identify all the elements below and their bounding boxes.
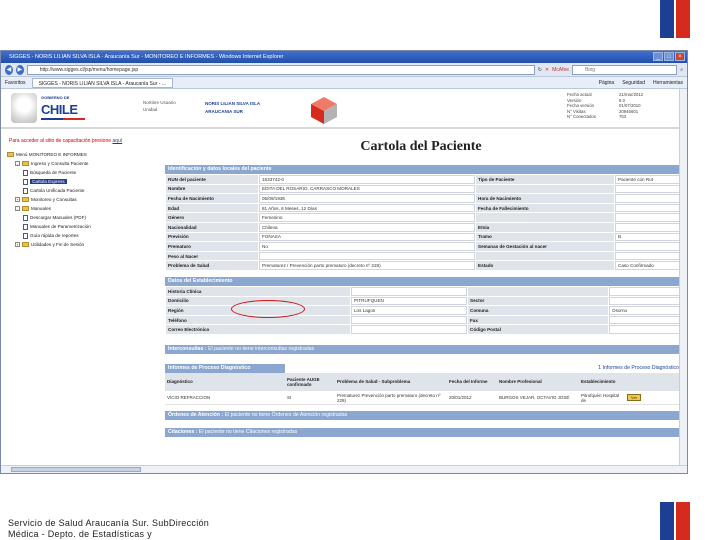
patient-section-header: Identificación y datos locales del paciente [165,165,679,174]
table-cell: BURGOS VEJAR, OCTAVIO JOSÉ [497,391,579,405]
window-title: SIGGES - NORIS LILIAN SILVA ISLA - Araucanía Sur - MONITOREO E INFORMES - Windows Internet Explorer [9,54,284,60]
field-value: 81 Años, 6 Meses, 12 Días [259,204,475,213]
meta-key: Versión [567,97,582,103]
menu-item[interactable] [7,159,151,168]
table-cell: Prematurez Prevención parto prematuro (decreto nº 228) [335,391,447,405]
app-header [1,89,679,129]
document-icon [23,170,28,176]
table-row [166,223,679,232]
field-label [468,287,608,296]
back-icon[interactable]: ◀ [6,66,12,73]
tab-sigges[interactable]: SIGGES - NORIS LILIAN SILVA ISLA - Araucanía Sur - ... [32,78,173,88]
meta-value: 8.0 [619,97,625,103]
ordenes-note: El paciente no tiene Órdenes de Atención registradas [224,412,348,419]
stop-icon[interactable]: ✕ [544,66,550,73]
field-label: Problema de Salud [166,261,258,270]
informes-table [165,373,679,406]
footer-line-2: Médica - Depto. de Estadísticas y [8,529,152,539]
meta-key: Fecha versión [567,103,594,109]
field-value: No [259,242,475,251]
page-menu[interactable]: Página [598,79,615,86]
horizontal-scrollbar[interactable] [1,465,687,473]
citaciones-label: Citaciones [168,429,195,436]
field-label: Tramo [476,233,614,242]
column-header: Paciente AUGE confirmado [285,373,335,391]
document-icon [23,188,28,194]
field-label: Estado [476,261,614,270]
menu-item-label: Monitoreo y Consultas [31,197,77,202]
menu-item-label: Manuales [31,206,51,211]
interconsultas-section: Interconsultas : El paciente no tiene interconsultas registradas [165,345,679,354]
menu-item[interactable] [7,240,151,249]
field-label: Código Postal [468,325,608,334]
table-row [166,233,679,242]
patient-table [165,174,679,271]
field-label: Género [166,213,258,222]
interconsultas-label: Interconsultas [168,345,204,352]
user-value: NORIS LILIAN SILVA ISLA [205,101,261,106]
table-row [166,242,679,251]
field-value: EDITA DEL ROSARIO, CARRASCO MORALES [259,185,475,194]
field-label: Nacionalidad [166,223,258,232]
field-value: 05/09/1936 [259,194,475,203]
field-value: Caso Confirmado [615,261,679,270]
unit-label: Unidad [143,107,158,112]
column-header: Fecha del Informe [447,373,497,391]
security-menu[interactable]: Seguridad [622,79,645,86]
address-bar [1,63,687,77]
footer-text [8,518,209,540]
expand-icon[interactable]: + [16,242,19,247]
table-row [166,204,679,213]
field-label: Fecha de Fallecimiento [476,204,614,213]
meta-key: Fecha actual [567,92,592,97]
column-header: Problema de Salud - Subproblema [335,373,447,391]
table-row [166,194,679,203]
menu-item[interactable] [7,195,151,204]
table-cell: 20/01/2012 [447,391,497,405]
menu-item[interactable] [7,204,151,213]
chile-flag-icon [660,502,690,540]
table-cell: Pitrufquén Hospital de [579,391,625,405]
field-value: 1633742-0 [259,175,475,184]
folder-icon [7,152,14,157]
ver-button[interactable]: Ver [627,394,641,401]
citaciones-note: El paciente no tiene Citaciones registradas [198,429,298,436]
table-row [166,175,679,184]
menu-item[interactable] [7,222,151,231]
field-label: Fax [468,316,608,325]
menu-item-label: Cartola Unificada Paciente [30,188,85,193]
field-value [615,223,679,232]
field-value: Prematurez / Prevención parto prematuro (decreto nº 228) [259,261,475,270]
capacitacion-link[interactable]: aquí [112,138,123,144]
field-value [351,325,467,334]
tools-menu[interactable]: Herramientas [652,79,683,86]
informes-section [165,364,679,406]
field-value [615,194,679,203]
refresh-icon[interactable]: ↻ [537,66,542,73]
informes-label: Informes de Proceso Diagnóstico [165,364,285,373]
field-label: Previsión [166,233,258,242]
table-row [166,316,679,325]
field-value [609,297,679,306]
capacitacion-note: Para acceder al sitio de capacitación presione aquí [9,138,123,144]
table-row [166,252,679,261]
field-label: Teléfono [166,316,350,325]
column-header [625,373,679,391]
table-row [166,287,679,296]
menu-item-label: Utilidades y Fin de Sesión [31,242,85,247]
collapse-icon[interactable]: - [16,206,19,211]
meta-value: 21/mar/2012 [619,92,644,97]
menu-item-label: Cartola Express [32,179,65,184]
table-row [166,325,679,334]
field-value: PITRUFQUEN [351,297,467,306]
collapse-icon[interactable]: - [16,161,19,166]
field-label: Sector [468,297,608,306]
field-label: Peso al Nacer [166,252,258,261]
folder-icon [22,161,29,166]
interconsultas-note: El paciente no tiene interconsultas registradas [208,345,315,352]
main-panel [161,133,679,443]
table-row [165,391,679,405]
menu-item-label: Descargar Manuales (PDF) [30,215,86,220]
field-label: Tipo de Paciente [476,175,614,184]
field-value: B [615,233,679,242]
logo-chile-text: CHILE [41,102,78,117]
field-label: Nombre [166,185,258,194]
field-value [615,185,679,194]
field-value [351,316,467,325]
field-label: Prematuro [166,242,258,251]
menu-item[interactable] [7,186,151,195]
field-value: Osorno [609,306,679,315]
field-label: Domicilio [166,297,350,306]
citaciones-section: Citaciones : El paciente no tiene Citaciones registradas [165,428,679,437]
crest-icon [11,93,37,123]
vertical-scrollbar[interactable] [679,89,687,465]
field-value: Chilena [259,223,475,232]
informes-count: 1 Informes de Proceso Diagnóstico [598,364,679,371]
mcafee-label[interactable]: McAfee [552,66,570,73]
field-value [259,252,475,261]
meta-row [567,114,643,120]
url-input[interactable]: http://www.sigges.cl/jsp/menu/homepage.jsp [27,65,535,75]
close-button[interactable]: × [675,52,685,61]
minimize-button[interactable]: _ [653,52,663,61]
patient-section [165,165,679,271]
column-header: Diagnóstico [165,373,285,391]
folder-icon [22,242,29,247]
sidebar [1,133,151,249]
folder-icon [22,197,29,202]
field-value: Femenino [259,213,475,222]
ordenes-label: Órdenes de Atención [168,412,220,419]
column-header: Nombre Profesional [497,373,579,391]
age-highlight-oval [231,300,305,318]
menu-item[interactable] [7,177,151,186]
field-label [476,252,614,261]
table-row [166,261,679,270]
menu-item[interactable] [7,231,151,240]
chile-flag-icon [660,0,690,38]
table-cell: VICIO REFRACCION [165,391,285,405]
field-value [351,287,467,296]
menu-item-label: Manuales de Parametrización [30,224,91,229]
gobierno-chile-logo [9,93,89,125]
field-label: Etnia [476,223,614,232]
browser-window [0,50,688,474]
document-icon [23,215,28,221]
ordenes-section: Órdenes de Atención : El paciente no tiene Órdenes de Atención registradas [165,411,679,420]
footer-line-1: Servicio de Salud Araucanía Sur. SubDirección [8,518,210,528]
field-label: Historia Clínica [166,287,350,296]
field-label [476,185,614,194]
cube-logo-icon [309,95,339,125]
field-label [476,213,614,222]
field-value [615,242,679,251]
document-icon [23,224,28,230]
field-value [609,287,679,296]
menu-item[interactable] [7,168,151,177]
user-label: Nombre Usuario [143,100,176,105]
page-title: Cartola del Paciente [360,139,482,154]
menu-item[interactable] [7,150,151,159]
meta-value: 20946601 [619,108,639,114]
field-label: Semanas de Gestación al nacer [476,242,614,251]
menu-item-label: Búsqueda de Paciente [30,170,77,175]
search-input[interactable]: Bing [572,65,677,75]
field-value: Los Lagos [351,306,467,315]
menu-item[interactable] [7,213,151,222]
table-cell: SI [285,391,335,405]
menu-tree [1,150,151,249]
field-label: Región [166,306,350,315]
column-header: Establecimiento [579,373,625,391]
menu-item-label: Menú MONITOREO E INFORMES [16,152,87,157]
field-value [615,204,679,213]
expand-icon[interactable]: + [16,197,19,202]
field-value [609,325,679,334]
meta-value: 01/07/2010 [619,103,641,109]
tab-bar [1,77,687,89]
meta-key: N° Visitas [567,108,586,114]
field-value [615,252,679,261]
estab-section-header: Datos del Establecimiento [165,277,679,286]
field-value [609,316,679,325]
document-icon [23,179,28,185]
app-content [1,89,679,465]
meta-key: N° Conectados [567,114,596,120]
maximize-button[interactable]: □ [664,52,674,61]
window-titlebar [1,51,687,63]
field-label: Comuna [468,306,608,315]
field-label: Hora de Nacimiento [476,194,614,203]
table-row [166,185,679,194]
folder-icon [22,206,29,211]
session-meta [567,92,643,120]
field-label: RUN del paciente [166,175,258,184]
logo-gob-text: GOBIERNO DE [41,95,70,100]
unit-value: ARAUCANIA SUR [205,109,243,114]
field-label: Edad [166,204,258,213]
field-value: Paciente con Rut [615,175,679,184]
document-icon [23,233,28,239]
field-label: Fecha de Nacimiento [166,194,258,203]
meta-value: 753 [619,114,627,120]
menu-item-label: Ingreso y Consulta Paciente [31,161,89,166]
table-row [166,213,679,222]
field-value [615,213,679,222]
field-value: FONASA [259,233,475,242]
field-label: Correo Electrónico [166,325,350,334]
forward-icon[interactable]: ▶ [17,66,23,73]
menu-item-label: Guía rápida de reportes [30,233,79,238]
favorites-button[interactable]: Favoritos [5,79,26,86]
search-icon[interactable]: ⌕ [680,66,684,73]
